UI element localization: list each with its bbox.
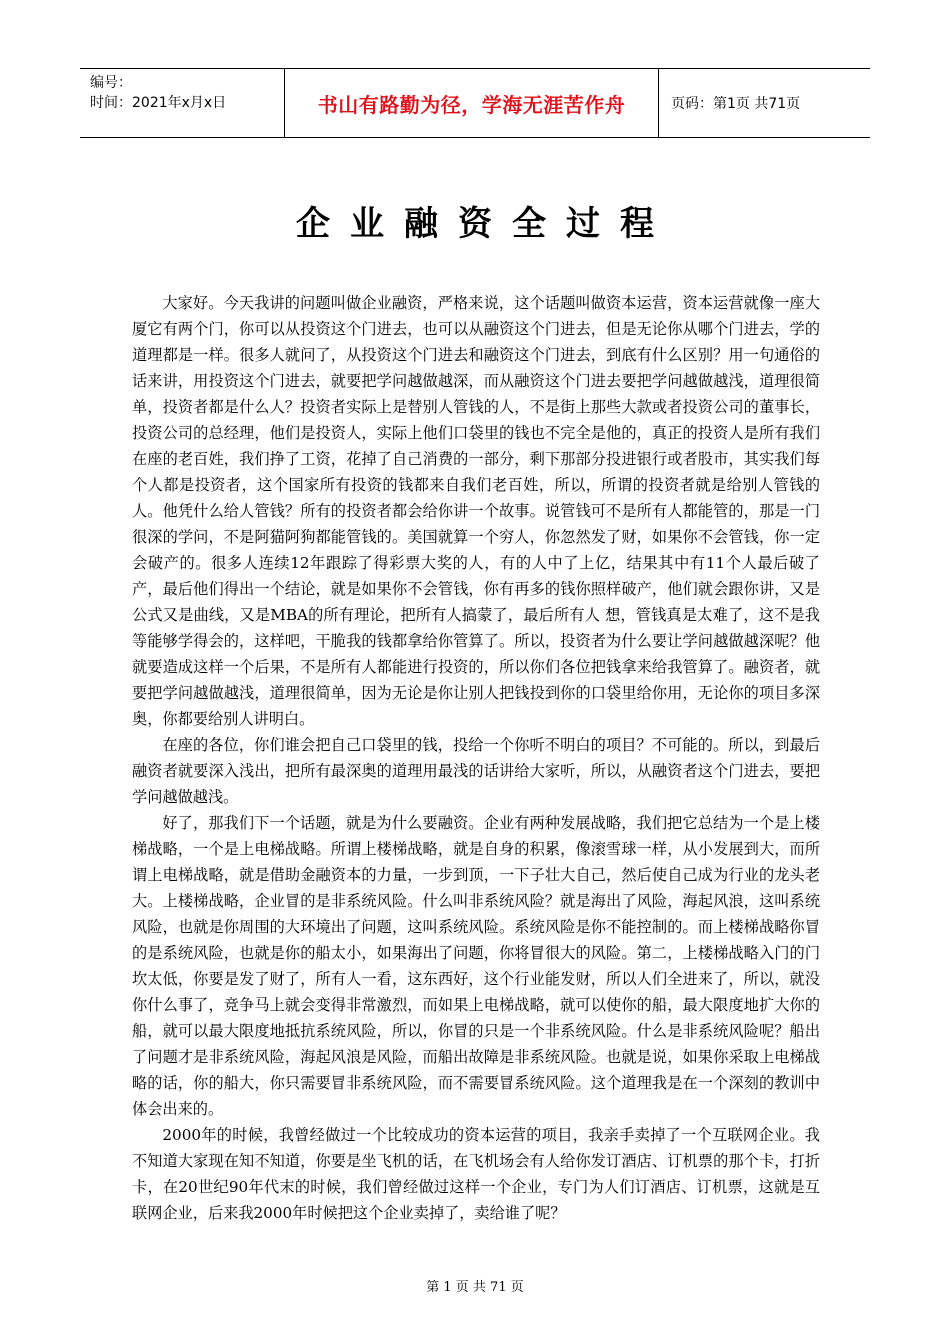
header-page-cell	[659, 69, 870, 137]
page-info: 页码：第1页 共71页	[671, 96, 801, 112]
header-meta-cell	[80, 69, 284, 137]
paragraph: 好了，那我们下一个话题，就是为什么要融资。企业有两种发展战略，我们把它总结为一个是上楼梯战略，一个是上电梯战略。所谓上楼梯战略，就是自身的积累，像滚雪球一样，从小发展到大，而所谓上电梯战略，就是借助金融资本的力量，一步到顶，一下子壮大自己，然后使自己成为行业的龙头老大。上楼梯战略，企业冒的是非系统风险。什么叫非系统风险？就是海出了风险，海起风浪，这叫系统风险，也就是你周围的大环境出了问题，这叫系统风险。系统风险是你不能控制的。而上楼梯战略你冒的是系统风险，也就是你的船太小，如果海出了问题，你将冒很大的风险。第二，上楼梯战略入门的门坎太低，你要是发了财了，所有人一看，这东西好，这个行业能发财，所以人们全进来了，所以，就没你什么事了，竞争马上就会变得非常激烈，而如果上电梯战略，就可以使你的船，最大限度地扩大你的船，就可以最大限度地抵抗系统风险，所以，你冒的只是一个非系统风险。什么是非系统风险呢？船出了问题才是非系统风险，海起风浪是风险，而船出故障是非系统风险。也就是说，如果你采取上电梯战略的话，你的船大，你只需要冒非系统风险，而不需要冒系统风险。这个道理我是在一个深刻的教训中体会出来的。	[132, 814, 820, 1118]
page-footer: 第 1 页 共 71 页	[426, 1280, 524, 1295]
date-line: 时间：2021年x月x日	[90, 95, 227, 111]
motto-text: 书山有路勤为径，学海无涯苦作舟	[317, 92, 626, 117]
document-body	[132, 290, 820, 1226]
header-table	[80, 68, 870, 138]
paragraph: 2000年的时候，我曾经做过一个比较成功的资本运营的项目，我亲手卖掉了一个互联网企业。我不知道大家现在知不知道，你要是坐飞机的话，在飞机场会有人给你发订酒店、订机票的那个卡，打折卡，在20世纪90年代末的时候，我们曾经做过这样一个企业，专门为人们订酒店、订机票，这就是互联网企业，后来我2000年时候把这个企业卖掉了，卖给谁了呢？	[132, 1126, 820, 1222]
paragraph: 在座的各位，你们谁会把自己口袋里的钱，投给一个你听不明白的项目？不可能的。所以，到最后融资者就要深入浅出，把所有最深奥的道理用最浅的话讲给大家听，所以，从融资者这个门进去，要把学问越做越浅。	[132, 736, 820, 806]
number-label: 编号：	[90, 75, 132, 91]
header-motto-cell	[284, 69, 659, 137]
document-title: 企业融资全过程	[296, 204, 674, 244]
paragraph: 大家好。今天我讲的问题叫做企业融资，严格来说，这个话题叫做资本运营，资本运营就像一座大厦它有两个门，你可以从投资这个门进去，也可以从融资这个门进去，但是无论你从哪个门进去，学的道理都是一样。很多人就问了，从投资这个门进去和融资这个门进去，到底有什么区别？用一句通俗的话来讲，用投资这个门进去，就要把学问越做越深，而从融资这个门进去要把学问越做越浅，道理很简单，投资者都是什么人？投资者实际上是替别人管钱的人，不是街上那些大款或者投资公司的董事长，投资公司的总经理，他们是投资人，实际上他们口袋里的钱也不完全是他的，真正的投资人是所有我们在座的老百姓，我们挣了工资，花掉了自己消费的一部分，剩下那部分投进银行或者股市，其实我们每个人都是投资者，这个国家所有投资的钱都来自我们老百姓，所以，所谓的投资者就是给别人管钱的人。他凭什么给人管钱？所有的投资者都会给你讲一个故事。说管钱可不是所有人都能管的，那是一门很深的学问，不是阿猫阿狗都能管钱的。美国就算一个穷人，你忽然发了财，如果你不会管钱，你一定会破产的。很多人连续12年跟踪了得彩票大奖的人，有的人中了上亿，结果其中有11个人最后破了产，最后他们得出一个结论，就是如果你不会管钱，你有再多的钱你照样破产，他们就会跟你讲，又是公式又是曲线，又是MBA的所有理论，把所有人搞蒙了，最后所有人 想，管钱真是太难了，这不是我等能够学得会的，这样吧，干脆我的钱都拿给你管算了。所以，投资者为什么要让学问越做越深呢？他就要造成这样一个后果，不是所有人都能进行投资的，所以你们各位把钱拿来给我管算了。融资者，就要把学问越做越浅，道理很简单，因为无论是你让别人把钱投到你的口袋里给你用，无论你的项目多深奥，你都要给别人讲明白。	[132, 294, 820, 728]
